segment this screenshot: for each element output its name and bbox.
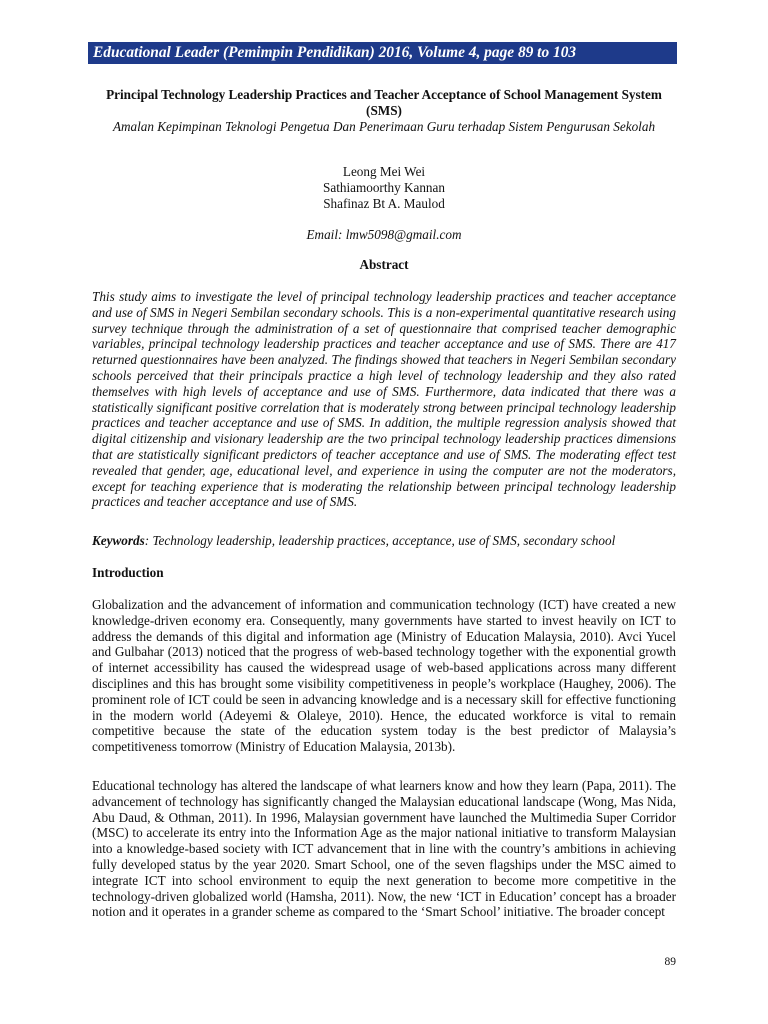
paper-title: Principal Technology Leadership Practices and Teacher Acceptance of School Management System (SMS) [106, 87, 662, 118]
keywords-line [92, 533, 676, 549]
paper-subtitle: Amalan Kepimpinan Teknologi Pengetua Dan Penerimaan Guru terhadap Sistem Pengurusan Sekolah [112, 119, 656, 134]
author-name: Shafinaz Bt A. Maulod [323, 196, 445, 211]
abstract-body: This study aims to investigate the level of principal technology leadership practices and teacher acceptance and use of SMS in Negeri Sembilan secondary schools. This is a non-experimental quantitative research using survey technique through the administration of a set of questionnaire that comprised teacher demographic variables, principal technology leadership practices and teacher acceptance and use of SMS. There are 417 returned questionnaires have been analyzed. The findings showed that teachers in Negeri Sembilan secondary schools perceived that their principals practice a high level of technology leadership and they also rated themselves with high levels of acceptance and use of SMS. Furthermore, data indicated that there was a statistically significant positive correlation that is moderately strong between principal technology leadership practices and teacher acceptance and use of SMS. In addition, the multiple regression analysis showed that digital citizenship and visionary leadership are the two principal technology leadership practices dimensions that are statistically significant predictors of teacher acceptance and use of SMS. The moderating effect test revealed that gender, age, educational level, and experience in using the computer are not the moderators, except for teaching experience that is moderating the relationship between principal technology leadership practices and teacher acceptance and use of SMS. [92, 289, 676, 510]
abstract-heading: Abstract [359, 257, 409, 272]
keywords-label: Keywords [92, 533, 145, 548]
author-name: Leong Mei Wei [342, 164, 426, 179]
introduction-paragraph: Educational technology has altered the landscape of what learners know and how they learn (Papa, 2011). The advancement of technology has significantly changed the Malaysian educational landscape (Wong, Mas Nida, Abu Daud, & Othman, 2011). In 1996, Malaysian government have launched the Multimedia Super Corridor (MSC) to accelerate its entry into the Information Age as the major national initiative to transform Malaysian into a knowledge-based society with ICT advancement that in line with the country’s ambitions in achieving fully developed status by the year 2020. Smart School, one of the seven flagships under the MSC aimed to integrate ICT into school environment to equip the next generation to become more competitive in the technology-driven globalized world (Hamsha, 2011). Now, the new ‘ICT in Education’ concept has a broader notion and it operates in a grander scheme as compared to the ‘Smart School’ initiative. The broader concept [92, 778, 676, 920]
keywords-text: : Technology leadership, leadership practices, acceptance, use of SMS, secondary school [144, 533, 616, 548]
author-email: Email: lmw5098@gmail.com [306, 227, 462, 242]
author-list [92, 164, 676, 212]
author-name: Sathiamoorthy Kannan [323, 180, 445, 195]
introduction-heading: Introduction [92, 565, 164, 580]
journal-banner: Educational Leader (Pemimpin Pendidikan) 2016, Volume 4, page 89 to 103 [88, 42, 677, 64]
introduction-paragraph: Globalization and the advancement of information and communication technology (ICT) have created a new knowledge-driven economy era. Consequently, many governments have started to invest heavily on ICT to address the demands of this digital and information age (Ministry of Education Malaysia, 2010). Avci Yucel and Gulbahar (2013) noticed that the progress of web-based technology together with the exponential growth of internet accessibility has caused the widespread usage of web-based applications across many different disciplines and this has brought some visibility competitiveness in people’s workplace (Haughey, 2006). The prominent role of ICT could be seen in advancing knowledge and is a necessary skill for effective functioning in the modern world (Adeyemi & Olaleye, 2010). Hence, the educated workforce is vital to remain competitive because the state of the education system today is the best predictor of Malaysia’s competitiveness tomorrow (Ministry of Education Malaysia, 2013b). [92, 597, 676, 755]
page-number: 89 [664, 956, 676, 968]
